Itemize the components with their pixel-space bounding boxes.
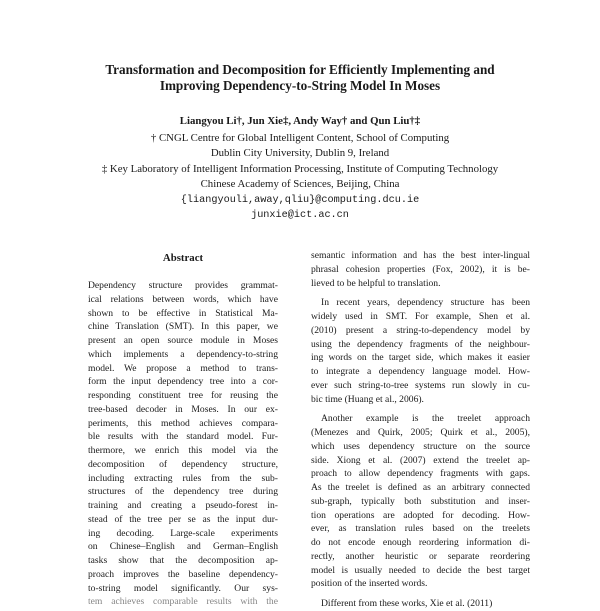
- affiliation-line-1: † CNGL Centre for Global Intelligent Content, School of Computing: [150, 131, 450, 144]
- author-names: Liangyou Li†, Jun Xie‡, Andy Way† and Qun Liu†‡: [179, 115, 421, 127]
- body-line: tion operations are adopted for decoding. How-: [311, 509, 530, 521]
- abstract-line: present an open source module in Moses: [88, 335, 278, 346]
- abstract-line: proach improves the baseline dependency-: [88, 568, 278, 580]
- abstract-line: Dependency structure provides grammat-: [88, 280, 278, 291]
- body-line: ever such string-to-tree systems run slowly in cu-: [311, 379, 530, 391]
- body-line: using the dependency fragments of the neighbour-: [311, 338, 530, 350]
- abstract-heading: Abstract: [162, 252, 204, 264]
- body-line: bic time (Huang et al., 2006).: [311, 393, 424, 405]
- body-line: (Menezes and Quirk, 2005; Quirk et al., 2005),: [311, 427, 530, 438]
- affiliation-line-2: Dublin City University, Dublin 9, Ireland: [210, 147, 390, 159]
- body-line: rectly, another heuristic or separate reordering: [311, 550, 530, 562]
- body-line: Another example is the treelet approach: [321, 413, 530, 425]
- paper-title: [40, 62, 560, 94]
- body-line: model is usually needed to decide the best target: [311, 564, 530, 576]
- title-line-2: Improving Dependency-to-String Model In Moses: [159, 78, 441, 93]
- body-line: position of the inserted words.: [311, 578, 428, 590]
- abstract-line: ble results with the standard model. Fur-: [88, 431, 278, 443]
- abstract-body: [88, 279, 278, 609]
- body-line: side. Xiong et al. (2007) extend the treelet ap-: [311, 454, 530, 466]
- abstract-line: tasks show that the decomposition ap-: [88, 555, 278, 566]
- abstract-line: shown to be effective in Statistical Ma-: [88, 307, 278, 319]
- body-line: lieved to be helpful to translation.: [311, 277, 441, 289]
- abstract-line: training and creating a pseudo-forest in-: [88, 500, 278, 511]
- email-line-2: junxie@ict.ac.cn: [251, 210, 349, 221]
- body-line: sub-graph, typically both substitution and inser-: [311, 495, 530, 507]
- affiliation-line-3: ‡ Key Laboratory of Intelligent Information Processing, Institute of Computing Technology: [101, 162, 499, 175]
- abstract-line: stead of the tree per se as the input dur-: [88, 513, 278, 525]
- abstract-line: to-string model significantly. Our sys-: [88, 582, 278, 594]
- body-line: (2010) present a string-to-dependency model by: [311, 324, 530, 336]
- email-line-1: {liangyouli,away,qliu}@computing.dcu.ie: [180, 194, 420, 206]
- abstract-line: tree-based decoder in Moses. In our ex-: [88, 403, 278, 415]
- intro-body: [311, 249, 530, 611]
- body-line: phrasal cohesion properties (Fox, 2002), it is be-: [311, 263, 530, 275]
- abstract-line: form the input dependency tree into a cor-: [88, 376, 278, 388]
- abstract-line: model. We propose a method to trans-: [88, 362, 278, 374]
- body-line: As the treelet is defined as an arbitrary connected: [311, 482, 530, 493]
- abstract-line: ing decoding. Large-scale experiments: [88, 527, 278, 539]
- body-line: Different from these works, Xie et al. (2011): [321, 598, 493, 609]
- abstract-line: responding constituent tree for reusing the: [88, 390, 278, 401]
- body-line: ing words on the target side, which makes it easier: [311, 352, 530, 364]
- abstract-line: ical relations between words, which have: [88, 293, 278, 305]
- abstract-line: on Chinese–English and German–English: [88, 541, 278, 553]
- body-line: proach to allow dependency fragments with gaps.: [311, 468, 530, 480]
- abstract-line: structures of the dependency tree during: [88, 486, 278, 498]
- abstract-line: tem achieves comparable results with the: [88, 596, 278, 608]
- body-line: do not encode enough reordering information di-: [311, 537, 530, 548]
- body-line: In recent years, dependency structure has been: [321, 297, 530, 309]
- body-line: which uses dependency structure on the source: [311, 440, 530, 452]
- affiliation-line-4: Chinese Academy of Sciences, Beijing, China: [200, 178, 400, 190]
- author-block: [40, 114, 560, 224]
- body-line: ever, as translation rules based on the treelets: [311, 523, 530, 535]
- abstract-line: thermore, we enrich this model via the: [88, 445, 278, 456]
- body-line: widely used in SMT. For example, Shen et al.: [311, 311, 530, 322]
- abstract-line: chine Translation (SMT). In this paper, we: [88, 321, 278, 333]
- abstract-line: which implements a dependency-to-string: [88, 348, 278, 360]
- abstract-line: periments, this method achieves compara-: [88, 417, 278, 429]
- abstract-line: decomposition of dependency structure,: [88, 458, 278, 470]
- body-line: semantic information and has the best inter-lingual: [311, 250, 530, 261]
- body-line: to integrate a dependency language model. How-: [311, 366, 530, 377]
- title-line-1: Transformation and Decomposition for Efficiently Implementing and: [105, 62, 495, 77]
- abstract-line: including extracting rules from the sub-: [88, 472, 278, 484]
